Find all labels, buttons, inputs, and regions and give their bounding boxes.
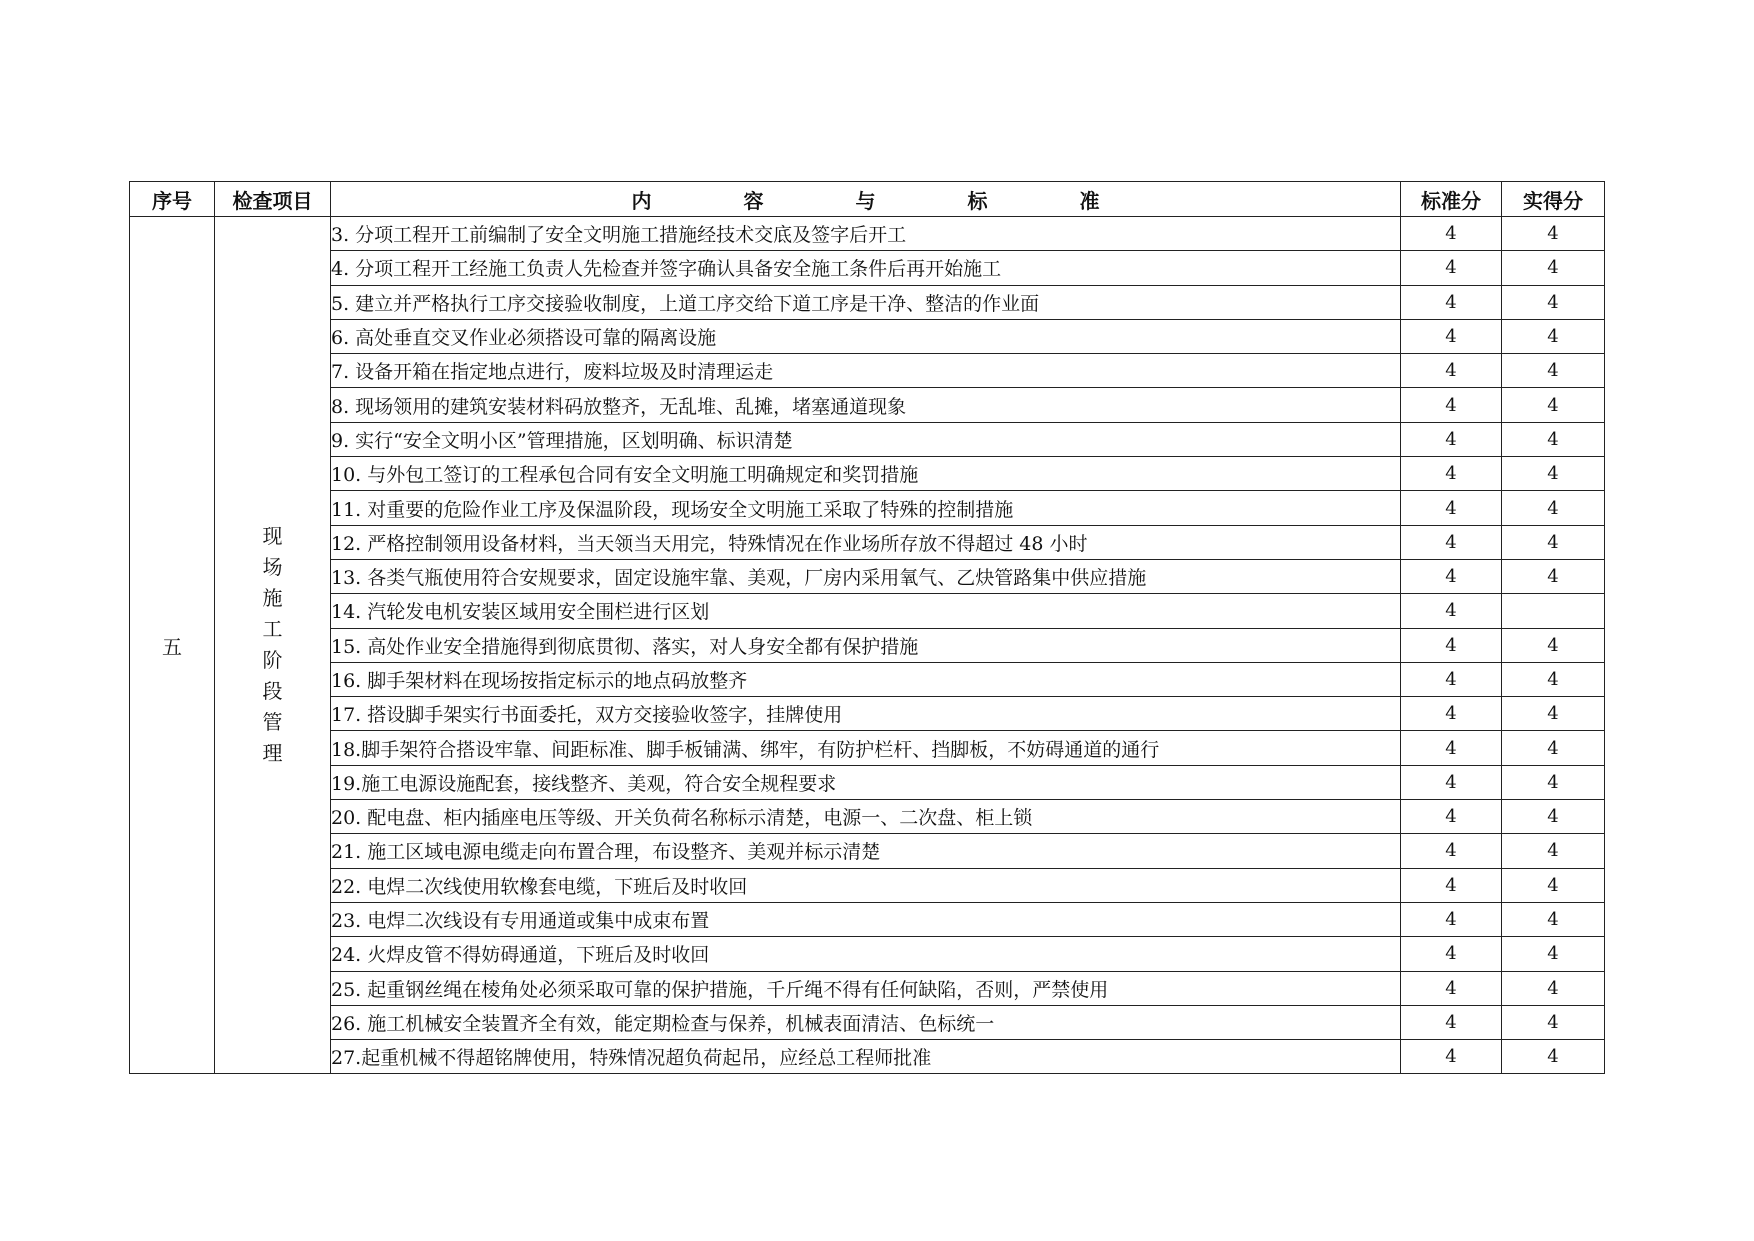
row-actual-score: 4 — [1502, 1040, 1605, 1074]
row-std-score: 4 — [1401, 731, 1502, 765]
row-content: 8. 现场领用的建筑安装材料码放整齐，无乱堆、乱摊，堵塞通道现象 — [331, 388, 1401, 422]
row-content: 5. 建立并严格执行工序交接验收制度，上道工序交给下道工序是干净、整洁的作业面 — [331, 285, 1401, 319]
table-row — [130, 834, 1605, 868]
row-content: 27.起重机械不得超铭牌使用，特殊情况超负荷起吊，应经总工程师批准 — [331, 1040, 1401, 1074]
row-actual-score: 4 — [1502, 251, 1605, 285]
section-item-char: 施 — [262, 586, 283, 611]
row-content: 17. 搭设脚手架实行书面委托，双方交接验收签字，挂牌使用 — [331, 697, 1401, 731]
row-content: 9. 实行“安全文明小区”管理措施，区划明确、标识清楚 — [331, 422, 1401, 456]
row-content: 18.脚手架符合搭设牢靠、间距标准、脚手板铺满、绑牢，有防护栏杆、挡脚板，不妨碍通道的通行 — [331, 731, 1401, 765]
row-content: 24. 火焊皮管不得妨碍通道，下班后及时收回 — [331, 937, 1401, 971]
row-actual-score: 4 — [1502, 628, 1605, 662]
row-content: 26. 施工机械安全装置齐全有效，能定期检查与保养，机械表面清洁、色标统一 — [331, 1005, 1401, 1039]
row-std-score: 4 — [1401, 902, 1502, 936]
table-row — [130, 971, 1605, 1005]
row-std-score: 4 — [1401, 594, 1502, 628]
row-std-score: 4 — [1401, 285, 1502, 319]
row-std-score: 4 — [1401, 491, 1502, 525]
row-actual-score: 4 — [1502, 217, 1605, 251]
row-content: 13. 各类气瓶使用符合安规要求，固定设施牢靠、美观，厂房内采用氧气、乙炔管路集中供应措施 — [331, 559, 1401, 593]
row-std-score: 4 — [1401, 800, 1502, 834]
header-seq: 序号 — [130, 182, 215, 217]
table-row — [130, 1040, 1605, 1074]
section-item-char: 工 — [262, 617, 283, 642]
row-std-score: 4 — [1401, 251, 1502, 285]
row-std-score: 4 — [1401, 971, 1502, 1005]
row-actual-score: 4 — [1502, 491, 1605, 525]
row-std-score: 4 — [1401, 217, 1502, 251]
row-content: 14. 汽轮发电机安装区域用安全围栏进行区划 — [331, 594, 1401, 628]
row-std-score: 4 — [1401, 559, 1502, 593]
row-actual-score: 4 — [1502, 937, 1605, 971]
row-std-score: 4 — [1401, 662, 1502, 696]
table-row — [130, 491, 1605, 525]
table-header-row — [130, 182, 1605, 217]
section-item-char: 段 — [262, 679, 283, 704]
row-actual-score: 4 — [1502, 834, 1605, 868]
header-content-char: 容 — [743, 188, 764, 213]
inspection-table — [129, 181, 1605, 1074]
row-actual-score: 4 — [1502, 457, 1605, 491]
row-content: 22. 电焊二次线使用软橡套电缆，下班后及时收回 — [331, 868, 1401, 902]
section-item-char: 阶 — [262, 648, 283, 673]
header-content — [331, 182, 1401, 217]
header-item: 检查项目 — [215, 182, 331, 217]
table-row — [130, 800, 1605, 834]
table-row — [130, 525, 1605, 559]
row-std-score: 4 — [1401, 457, 1502, 491]
table-row — [130, 731, 1605, 765]
header-content-char: 标 — [967, 188, 988, 213]
table-row — [130, 628, 1605, 662]
row-content: 19.施工电源设施配套，接线整齐、美观，符合安全规程要求 — [331, 765, 1401, 799]
row-std-score: 4 — [1401, 1040, 1502, 1074]
row-actual-score: 4 — [1502, 662, 1605, 696]
row-std-score: 4 — [1401, 1005, 1502, 1039]
table-row — [130, 354, 1605, 388]
row-actual-score: 4 — [1502, 319, 1605, 353]
row-actual-score: 4 — [1502, 388, 1605, 422]
row-actual-score: 4 — [1502, 285, 1605, 319]
row-actual-score: 4 — [1502, 800, 1605, 834]
row-content: 23. 电焊二次线设有专用通道或集中成束布置 — [331, 902, 1401, 936]
row-std-score: 4 — [1401, 834, 1502, 868]
table-row — [130, 697, 1605, 731]
row-content: 20. 配电盘、柜内插座电压等级、开关负荷名称标示清楚，电源一、二次盘、柜上锁 — [331, 800, 1401, 834]
table-row — [130, 251, 1605, 285]
row-content: 6. 高处垂直交叉作业必须搭设可靠的隔离设施 — [331, 319, 1401, 353]
row-actual-score — [1502, 594, 1605, 628]
row-content: 11. 对重要的危险作业工序及保温阶段，现场安全文明施工采取了特殊的控制措施 — [331, 491, 1401, 525]
row-std-score: 4 — [1401, 628, 1502, 662]
header-content-char: 与 — [855, 188, 876, 213]
header-std-score: 标准分 — [1401, 182, 1502, 217]
row-std-score: 4 — [1401, 422, 1502, 456]
row-content: 10. 与外包工签订的工程承包合同有安全文明施工明确规定和奖罚措施 — [331, 457, 1401, 491]
table-row — [130, 422, 1605, 456]
table-row — [130, 457, 1605, 491]
table-row — [130, 868, 1605, 902]
row-actual-score: 4 — [1502, 697, 1605, 731]
row-actual-score: 4 — [1502, 971, 1605, 1005]
header-content-char: 内 — [631, 188, 652, 213]
section-item — [215, 217, 331, 1074]
table-row — [130, 765, 1605, 799]
header-content-char: 准 — [1079, 188, 1100, 213]
table-row — [130, 662, 1605, 696]
row-actual-score: 4 — [1502, 1005, 1605, 1039]
row-content: 3. 分项工程开工前编制了安全文明施工措施经技术交底及签字后开工 — [331, 217, 1401, 251]
row-std-score: 4 — [1401, 319, 1502, 353]
section-item-char: 理 — [262, 741, 283, 766]
row-content: 25. 起重钢丝绳在棱角处必须采取可靠的保护措施，千斤绳不得有任何缺陷，否则，严禁使用 — [331, 971, 1401, 1005]
row-actual-score: 4 — [1502, 525, 1605, 559]
table-row — [130, 217, 1605, 251]
table-row — [130, 319, 1605, 353]
row-std-score: 4 — [1401, 525, 1502, 559]
section-seq: 五 — [130, 217, 215, 1074]
row-content: 12. 严格控制领用设备材料，当天领当天用完，特殊情况在作业场所存放不得超过 48 小时 — [331, 525, 1401, 559]
row-std-score: 4 — [1401, 354, 1502, 388]
row-std-score: 4 — [1401, 765, 1502, 799]
row-actual-score: 4 — [1502, 422, 1605, 456]
table-row — [130, 285, 1605, 319]
table-row — [130, 902, 1605, 936]
row-content: 15. 高处作业安全措施得到彻底贯彻、落实，对人身安全都有保护措施 — [331, 628, 1401, 662]
header-actual-score: 实得分 — [1502, 182, 1605, 217]
row-actual-score: 4 — [1502, 354, 1605, 388]
row-actual-score: 4 — [1502, 868, 1605, 902]
section-item-char: 现 — [262, 524, 283, 549]
row-actual-score: 4 — [1502, 559, 1605, 593]
table-row — [130, 1005, 1605, 1039]
row-actual-score: 4 — [1502, 731, 1605, 765]
row-content: 21. 施工区域电源电缆走向布置合理，布设整齐、美观并标示清楚 — [331, 834, 1401, 868]
table-row — [130, 937, 1605, 971]
row-content: 7. 设备开箱在指定地点进行，废料垃圾及时清理运走 — [331, 354, 1401, 388]
section-item-char: 场 — [262, 555, 283, 580]
row-actual-score: 4 — [1502, 765, 1605, 799]
row-content: 16. 脚手架材料在现场按指定标示的地点码放整齐 — [331, 662, 1401, 696]
row-actual-score: 4 — [1502, 902, 1605, 936]
section-item-char: 管 — [262, 710, 283, 735]
row-std-score: 4 — [1401, 868, 1502, 902]
table-row — [130, 559, 1605, 593]
table-row — [130, 388, 1605, 422]
row-std-score: 4 — [1401, 937, 1502, 971]
row-std-score: 4 — [1401, 388, 1502, 422]
row-std-score: 4 — [1401, 697, 1502, 731]
row-content: 4. 分项工程开工经施工负责人先检查并签字确认具备安全施工条件后再开始施工 — [331, 251, 1401, 285]
table-row — [130, 594, 1605, 628]
